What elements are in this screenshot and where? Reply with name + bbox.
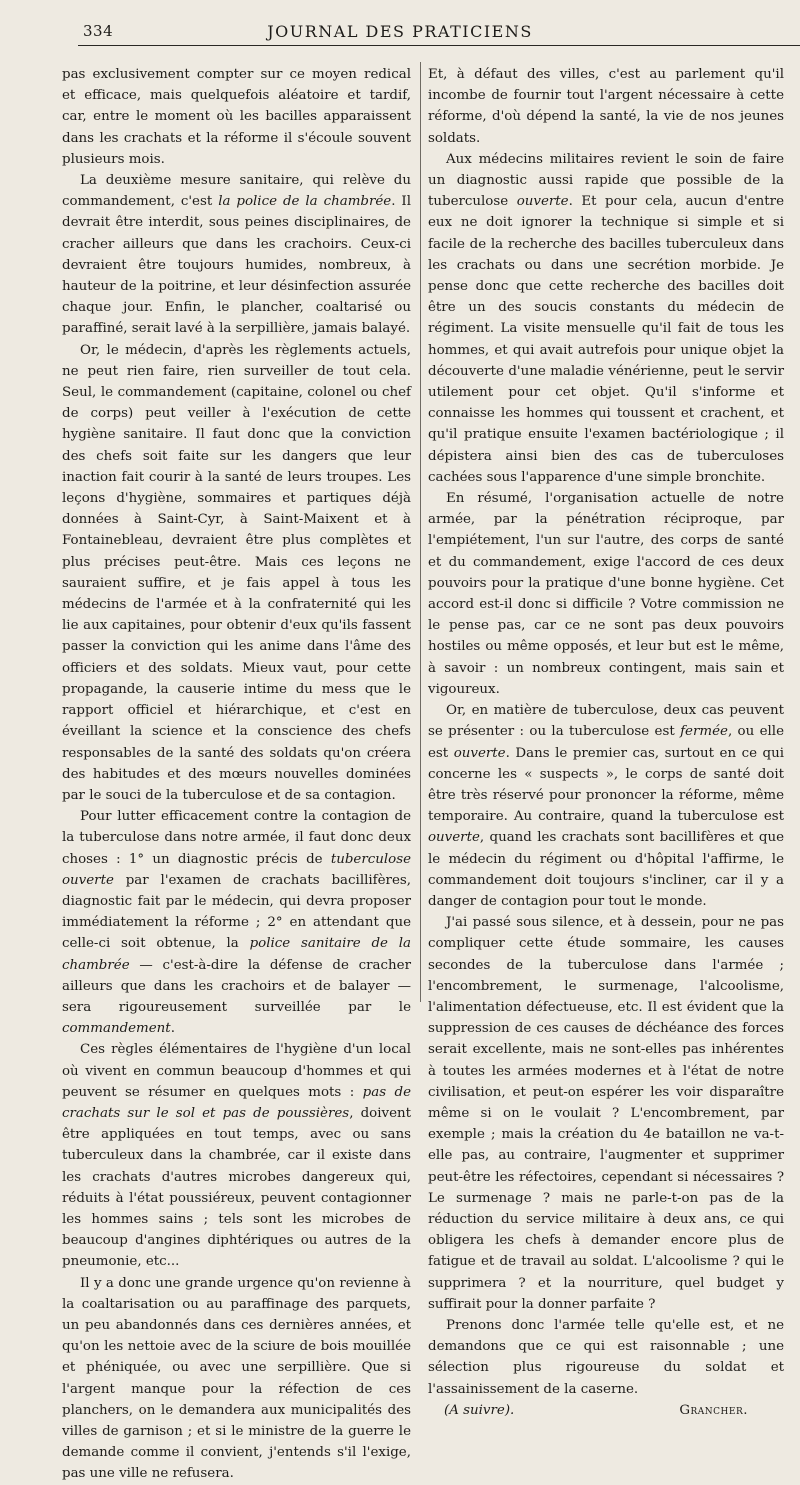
paragraph: Prenons donc l'armée telle qu'elle est, et ne demandons que ce qui est raisonnable ; une sélection plus rigoureuse du soldat et l'assainissement de la caserne. (428, 1317, 784, 1397)
column-divider (420, 62, 421, 1002)
header-rule (78, 45, 800, 46)
paragraph: En résumé, l'organisation actuelle de notre armée, par la pénétration réciproque, par l'empiétement, l'un sur l'autre, des corps de santé et du commandement, exige l'accord de ces deux pouvoirs pour la pratique d'une bonne hygiène. Cet accord est-il donc si difficile ? Votre commission ne le pense pas, car ce ne sont pas deux pouvoirs hostiles ou même opposés, et leur but est le même, à savoir : un nombreux contingent, mais sain et vigoureux. (428, 491, 784, 697)
signature-line (428, 1400, 784, 1421)
author-signature: Grancher. (679, 1402, 748, 1418)
running-title: JOURNAL DES PRATICIENS (267, 22, 533, 41)
paragraph: Or, le médecin, d'après les règlements actuels, ne peut rien faire, rien surveiller de tout cela. Seul, le commandement (capitaine, colonel ou chef de corps) peut veiller à l'exécution de cette hygiène sanitaire. Il faut donc que la conviction des chefs soit faite sur les dangers que leur inaction fait courir à la santé de leurs troupes. Les leçons d'hygiène, sommaires et partiques déjà données à Saint-Cyr, à Saint-Maixent et à Fontainebleau, devraient être plus complètes et plus précises peut-être. Mais ces leçons ne sauraient suffire, et je fais appel à tous les médecins de l'armée et à la confraternité qui les lie aux capitaines, pour obtenir d'eux qu'ils fassent passer la conviction qui les anime dans l'âme des officiers et des soldats. Mieux vaut, pour cette propagande, la causerie intime du mess que le rapport officiel et hiérarchique, et c'est en éveillant la science et la conscience des chefs responsables de la santé des soldats qu'on créera des habitudes et des mœurs nouvelles dominées par le souci de la tuberculose et de sa contagion. (62, 342, 411, 803)
paragraph: Aux médecins militaires revient le soin de faire un diagnostic aussi rapide que possible de la tuberculose ouverte. Et pour cela, aucun d'entre eux ne doit ignorer la technique si simple et si facile de la recherche des bacilles tuberculeux dans les crachats ou dans une secrétion morbide. Je pense donc que cette recherche des bacilles doit être un des soucis constants du médecin de régiment. La visite mensuelle qu'il fait de tous les hommes, et qui avait autrefois pour unique objet la découverte d'une maladie vénérienne, peut le servir utilement pour cet objet. Qu'il s'informe et connaisse les hommes qui toussent et crachent, et qu'il pratique ensuite l'examen bactériologique ; il dépistera ainsi bien des cas de tuberculoses cachées sous l'apparence d'une simple bronchite. (428, 151, 784, 485)
paragraph: La deuxième mesure sanitaire, qui relève du commandement, c'est la police de la chambrée. Il devrait être interdit, sous peines disciplinaires, de cracher ailleurs que dans les crachoirs. Ceux-ci devraient être toujours humides, nombreux, à hauteur de la poitrine, et leur désinfection assurée chaque jour. Enfin, le plancher, coaltarisé ou paraffiné, serait lavé à la serpillière, jamais balayé. (62, 173, 411, 337)
paragraph: Ces règles élémentaires de l'hygiène d'un local où vivent en commun beaucoup d'hommes et qui peuvent se résumer en quelques mots : pas de crachats sur le sol et pas de poussières, doivent être appliquées en tout temps, avec ou sans tuberculeux dans la chambrée, car il existe dans les crachats d'autres microbes dangereux qui, réduits à l'état poussiéreux, peuvent contagionner les hommes sains ; tels sont les microbes de beaucoup d'angines diphtériques ou autres de la pneumonie, etc... (62, 1042, 411, 1270)
paragraph: Pour lutter efficacement contre la contagion de la tuberculose dans notre armée, il faut donc deux choses : 1° un diagnostic précis de tuberculose ouverte par l'examen de crachats bacillifères, diagnostic fait par le médecin, qui devra proposer immédiatement la réforme ; 2° en attendant que celle-ci soit obtenue, la police sanitaire de la chambrée — c'est-à-dire la défense de cracher ailleurs que dans les crachoirs et de balayer — sera rigoureusement surveillée par le commandement. (62, 809, 412, 1037)
page-number: 334 (83, 22, 114, 40)
to-be-continued: (A suivre). (444, 1402, 515, 1418)
paragraph: J'ai passé sous silence, et à dessein, pour ne pas compliquer cette étude sommaire, les causes secondes de la tuberculose dans l'armée ; l'encombrement, le surmenage, l'alcoolisme, l'alimentation défectueuse, etc. Il est évident que la suppression de ces causes de déchéance des forces serait excellente, mais ne sont-elles pas inhérentes à toutes les armées modernes et à l'état de notre civilisation, et peut-on espérer les voir disparaître même si on le voulait ? L'encombrement, par exemple ; mais la création du 4e bataillon ne va-t-elle pas, au contraire, l'augmenter et supprimer peut-être les réfectoires, cependant si nécessaires ? Le surmenage ? mais ne parle-t-on pas de la réduction du service militaire à deux ans, ce qui obligera les chefs à demander encore plus de fatigue et de travail au soldat. L'alcoolisme ? qui le supprimera ? et la nourriture, quel budget y suffirait pour la donner parfaite ? (428, 915, 784, 1312)
paragraph: Et, à défaut des villes, c'est au parlement qu'il incombe de fournir tout l'argent nécessaire à cette réforme, d'où dépend la santé, la vie de nos jeunes soldats. (428, 67, 784, 146)
paragraph: pas exclusivement compter sur ce moyen redical et efficace, mais quelquefois aléatoire et tardif, car, entre le moment où les bacilles apparaissent dans les crachats et la réforme il s'écoule souvent plusieurs mois. (62, 67, 411, 167)
right-column (428, 64, 784, 1421)
paragraph: Or, en matière de tuberculose, deux cas peuvent se présenter : ou la tuberculose est fermée, ou elle est ouverte. Dans le premier cas, surtout en ce qui concerne les « suspects », le corps de santé doit être très réservé pour prononcer la réforme, même temporaire. Au contraire, quand la tuberculose est ouverte, quand les crachats sont bacillifères et que le médecin du régiment ou d'hôpital l'affirme, le commandement doit toujours s'incliner, car il y a danger de contagion pour tout le monde. (428, 703, 785, 909)
left-column (62, 64, 411, 1485)
paragraph: Il y a donc une grande urgence qu'on revienne à la coaltarisation ou au paraffinage des parquets, un peu abandonnés dans ces dernières années, et qu'on les nettoie avec de la sciure de bois mouillée et phéniquée, ou avec une serpillière. Que si l'argent manque pour la réfection de ces planchers, on le demandera aux municipalités des villes de garnison ; et si le ministre de la guerre le demande comme il convient, j'entends s'il l'exige, pas une ville ne refusera. (62, 1275, 411, 1482)
